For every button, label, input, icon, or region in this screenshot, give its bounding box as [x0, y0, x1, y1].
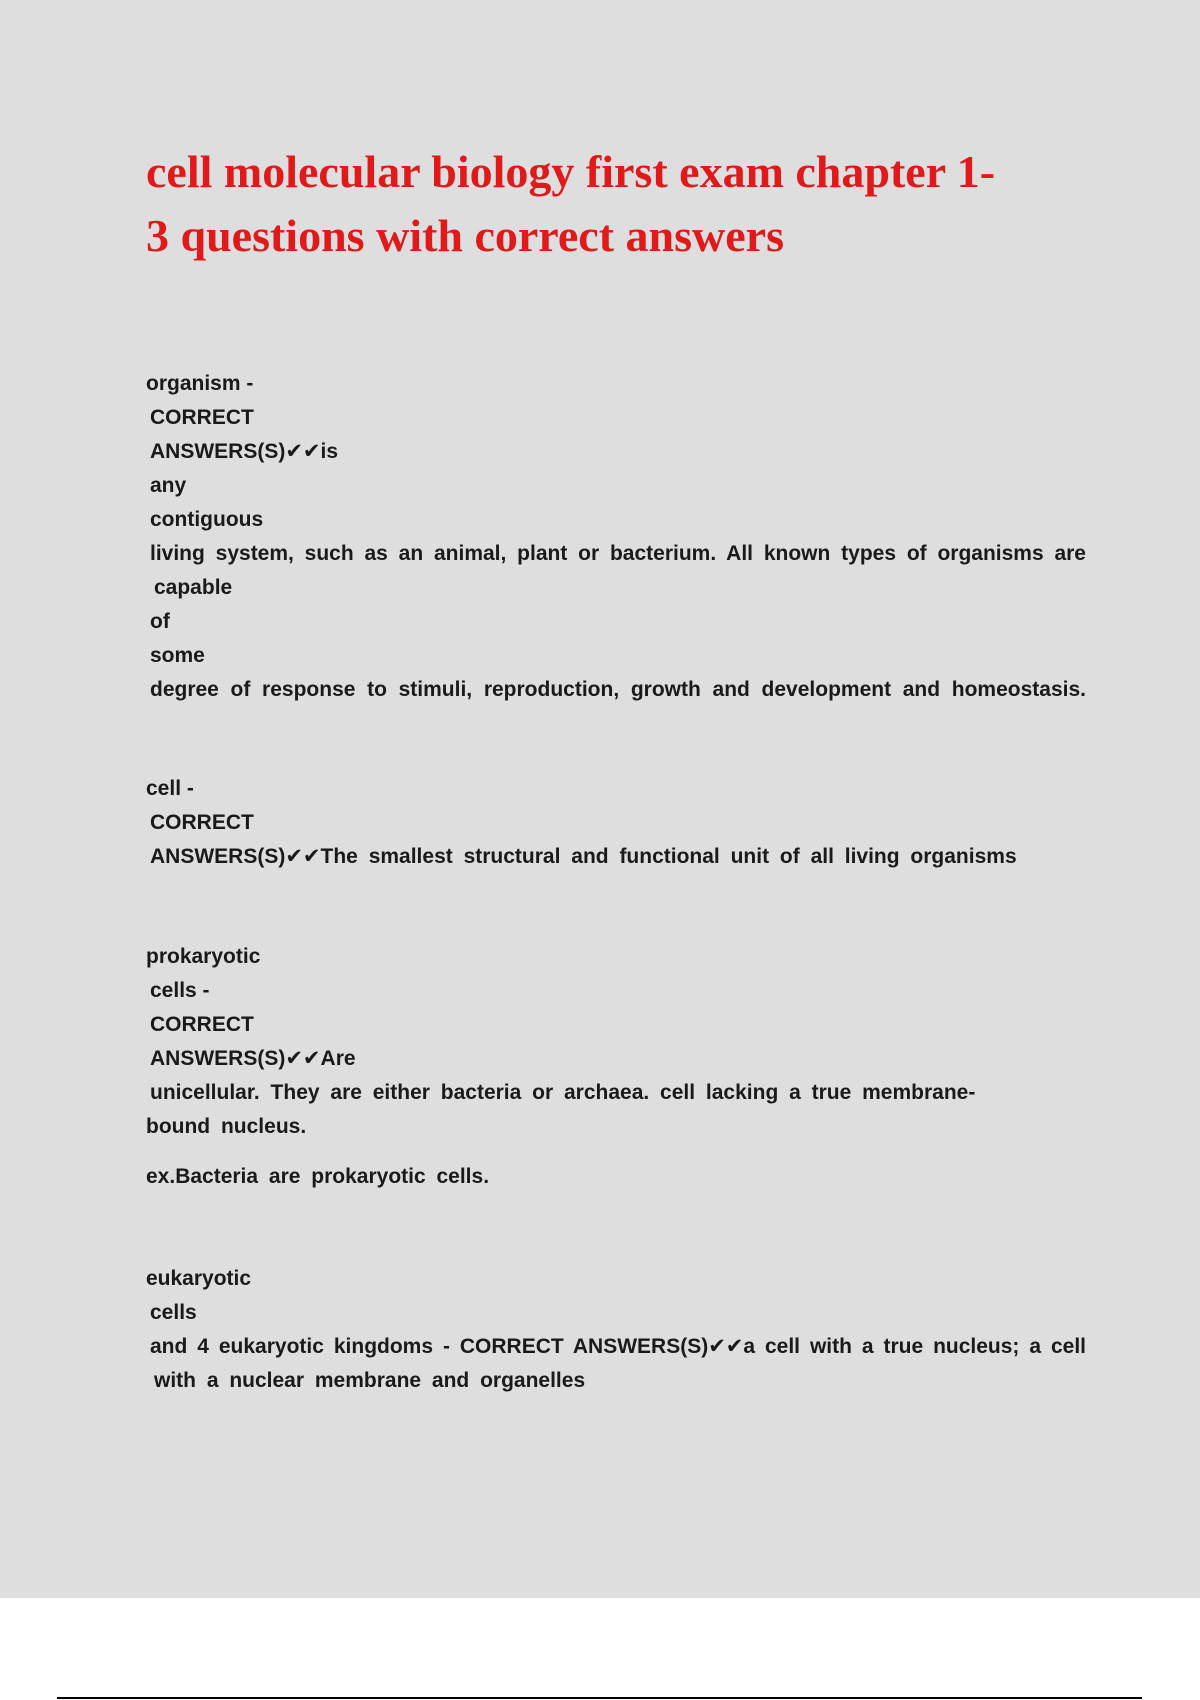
- answer-line: ANSWERS(S)✔✔is: [150, 440, 339, 463]
- qa-block-prokaryotic: [146, 940, 1086, 1194]
- answer-line: and 4 eukaryotic kingdoms - CORRECT ANSWERS(S)✔✔a cell with a true nucleus; a cell: [150, 1335, 1086, 1358]
- answer-line: CORRECT: [150, 811, 254, 834]
- term: eukaryotic: [146, 1267, 252, 1290]
- title-line-2: 3 questions with correct answers: [146, 210, 784, 261]
- answer-line: bound nucleus.: [146, 1115, 307, 1138]
- answer-line: contiguous: [150, 508, 264, 531]
- document-title: [146, 140, 1086, 268]
- answer-line: with a nuclear membrane and organelles: [154, 1369, 586, 1392]
- answer-line: unicellular. They are either bacteria or archaea. cell lacking a true membrane-: [150, 1081, 976, 1104]
- answer-line: some: [150, 644, 205, 667]
- answer-line: CORRECT: [150, 1013, 254, 1036]
- footer-divider: [57, 1697, 1142, 1699]
- term: organism -: [146, 372, 254, 395]
- term: cell -: [146, 777, 194, 800]
- answer-line: degree of response to stimuli, reproduction, growth and development and homeostasis.: [150, 678, 1086, 701]
- answer-line: living system, such as an animal, plant or bacterium. All known types of organisms are: [150, 542, 1086, 565]
- answer-line: of: [150, 610, 170, 633]
- qa-block-cell: [146, 772, 1086, 874]
- answer-line: cells -: [150, 979, 210, 1002]
- answer-line: any: [150, 474, 187, 497]
- title-line-1: cell molecular biology first exam chapter 1-: [146, 146, 996, 197]
- qa-block-organism: [146, 367, 1086, 707]
- answer-line: ANSWERS(S)✔✔Are: [150, 1047, 356, 1070]
- answer-line: capable: [154, 576, 233, 599]
- answer-line: CORRECT: [150, 406, 254, 429]
- answer-line: cells: [150, 1301, 197, 1324]
- example-line: ex.Bacteria are prokaryotic cells.: [146, 1165, 490, 1188]
- term: prokaryotic: [146, 945, 261, 968]
- qa-block-eukaryotic: [146, 1262, 1086, 1398]
- answer-line: ANSWERS(S)✔✔The smallest structural and functional unit of all living organisms: [150, 845, 1017, 868]
